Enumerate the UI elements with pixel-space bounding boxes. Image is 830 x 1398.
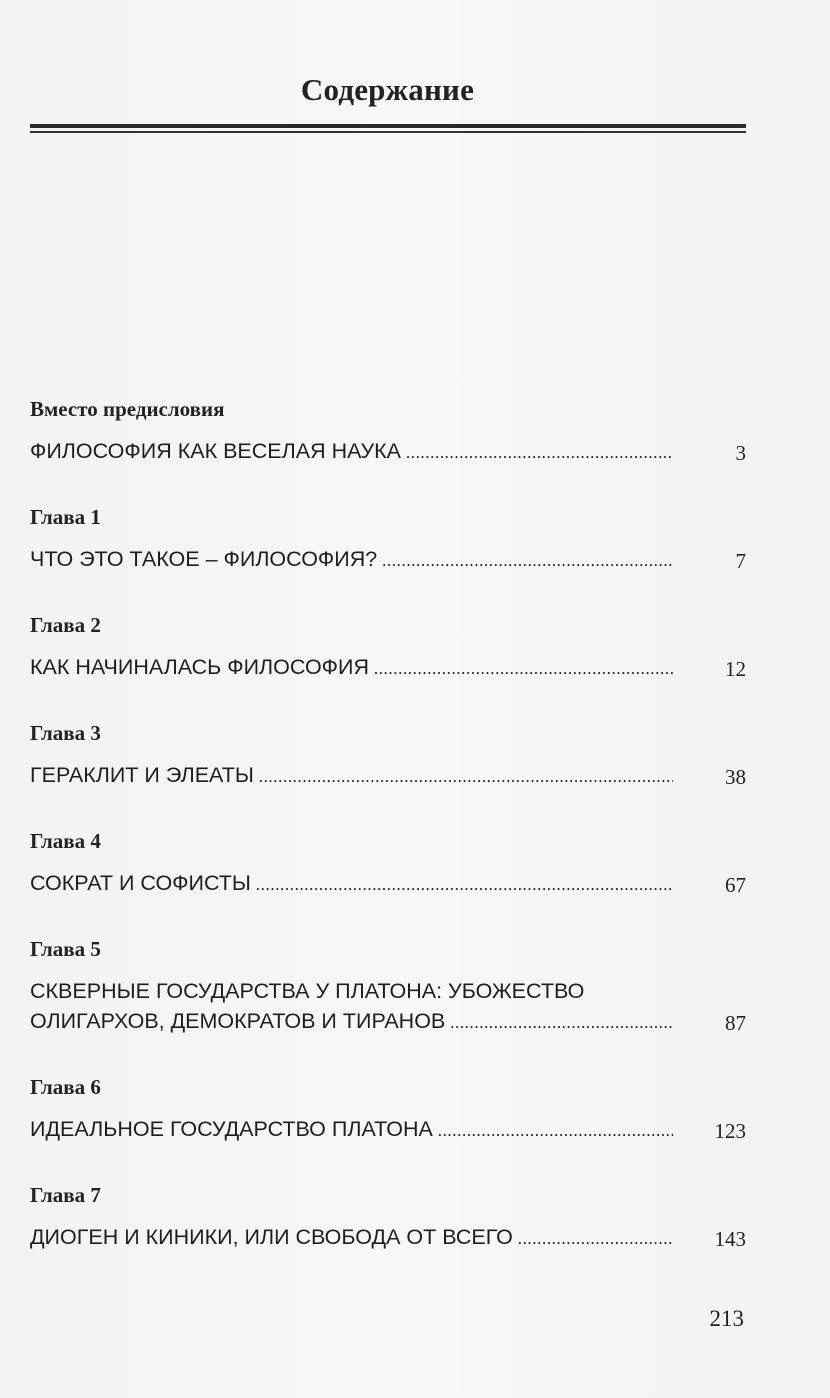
title-rule-thick bbox=[30, 124, 746, 128]
toc-heading: Глава 6 bbox=[30, 1075, 101, 1099]
toc-entry-title: ФИЛОСОФИЯ КАК ВЕСЕЛАЯ НАУКА ..... bbox=[30, 436, 673, 468]
toc-entry-page: 7 bbox=[735, 549, 746, 573]
toc-heading: Вместо предисловия bbox=[30, 397, 225, 421]
toc-heading: Глава 5 bbox=[30, 937, 101, 961]
toc-heading: Глава 7 bbox=[30, 1183, 101, 1207]
toc-entry-title: ЧТО ЭТО ТАКОЕ – ФИЛОСОФИЯ? ..... bbox=[30, 544, 673, 576]
toc-entry-page: 87 bbox=[725, 1011, 746, 1035]
toc-entry-title: ГЕРАКЛИТ И ЭЛЕАТЫ ..... bbox=[30, 760, 673, 792]
toc-section-chapter-1 bbox=[30, 500, 746, 576]
toc-section-chapter-4 bbox=[30, 824, 746, 900]
toc-entry-title: КАК НАЧИНАЛАСЬ ФИЛОСОФИЯ ..... bbox=[30, 652, 673, 684]
toc-entry-title: СОКРАТ И СОФИСТЫ ..... bbox=[30, 868, 673, 900]
toc-section-chapter-7 bbox=[30, 1178, 746, 1254]
toc-entry-page: 143 bbox=[714, 1227, 746, 1251]
toc-entry-title-line: СКВЕРНЫЕ ГОСУДАРСТВА У ПЛАТОНА: УБОЖЕСТВО bbox=[30, 979, 585, 1003]
toc-entry-page: 123 bbox=[714, 1119, 746, 1143]
toc-heading: Глава 2 bbox=[30, 613, 101, 637]
toc-entry-page: 38 bbox=[725, 765, 746, 789]
toc-heading: Глава 3 bbox=[30, 721, 101, 745]
toc-heading: Глава 4 bbox=[30, 829, 101, 853]
table-of-contents bbox=[30, 392, 746, 1254]
toc-entry bbox=[30, 868, 746, 900]
toc-entry bbox=[30, 652, 746, 684]
toc-entry-title: ДИОГЕН И КИНИКИ, ИЛИ СВОБОДА ОТ ВСЕГО ..... bbox=[30, 1222, 673, 1254]
title-rule-thin bbox=[30, 131, 746, 133]
toc-entry bbox=[30, 976, 746, 1038]
toc-entry-title bbox=[30, 976, 673, 1038]
toc-entry-page: 3 bbox=[735, 441, 746, 465]
toc-section-chapter-6 bbox=[30, 1070, 746, 1146]
toc-section-chapter-5 bbox=[30, 932, 746, 1038]
page-title: Содержание bbox=[300, 72, 475, 107]
toc-entry bbox=[30, 1114, 746, 1146]
toc-entry-title: ИДЕАЛЬНОЕ ГОСУДАРСТВО ПЛАТОНА ..... bbox=[30, 1114, 673, 1146]
toc-heading: Глава 1 bbox=[30, 505, 101, 529]
toc-entry bbox=[30, 760, 746, 792]
toc-entry-page: 67 bbox=[725, 873, 746, 897]
toc-section-chapter-3 bbox=[30, 716, 746, 792]
toc-entry bbox=[30, 436, 746, 468]
page-number: 213 bbox=[709, 1306, 744, 1331]
toc-section-chapter-2 bbox=[30, 608, 746, 684]
toc-entry-page: 12 bbox=[725, 657, 746, 681]
toc-entry-title-line: ОЛИГАРХОВ, ДЕМОКРАТОВ И ТИРАНОВ ..... bbox=[30, 1006, 673, 1038]
toc-entry bbox=[30, 544, 746, 576]
toc-entry bbox=[30, 1222, 746, 1254]
toc-section-preface bbox=[30, 392, 746, 468]
